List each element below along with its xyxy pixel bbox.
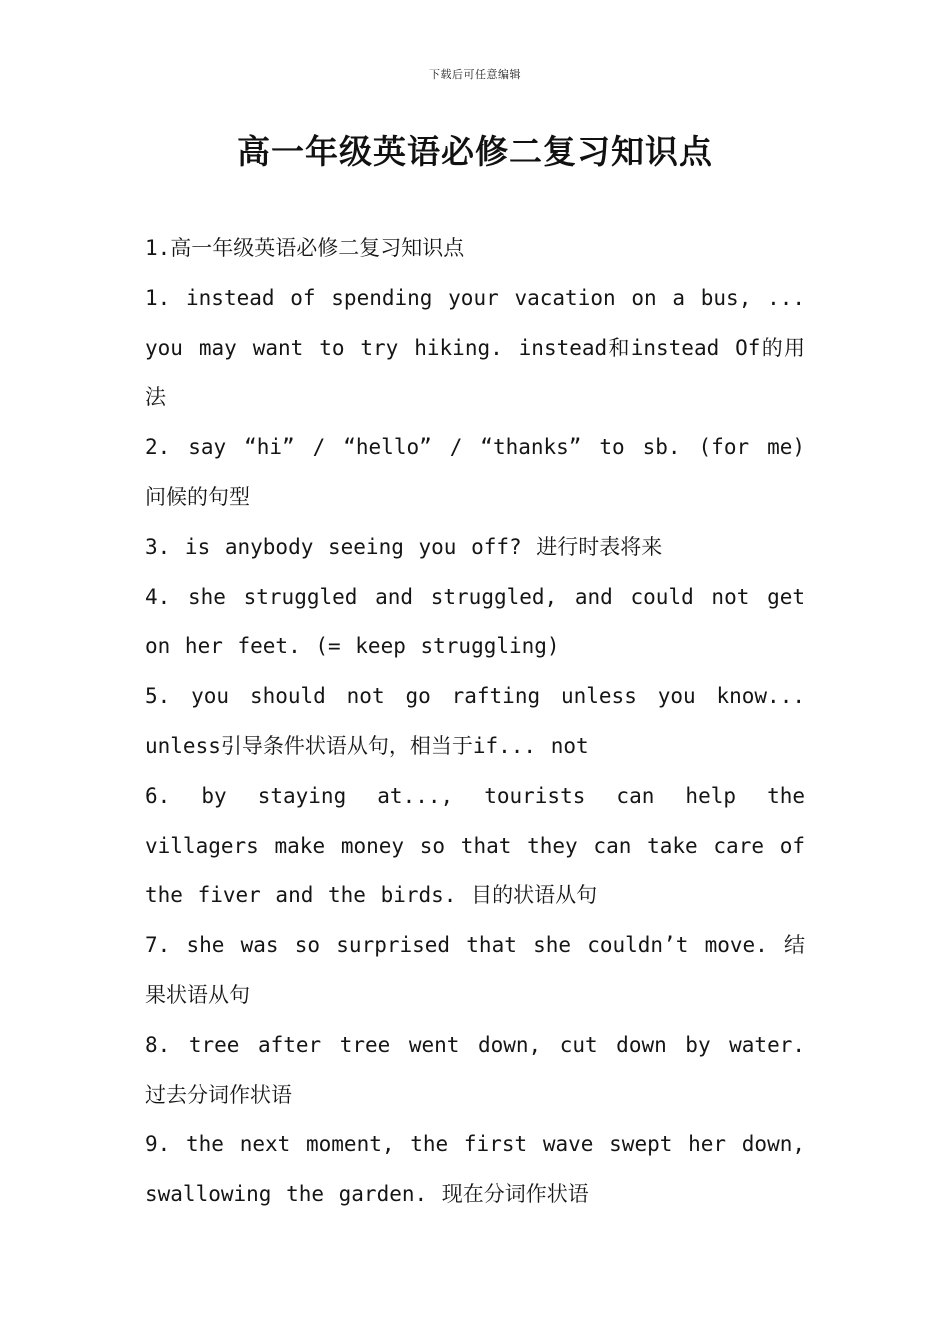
- knowledge-point-5: 5. you should not go rafting unless you know... unless引导条件状语从句，相当于if... not: [145, 684, 805, 758]
- knowledge-point-4: 4. she struggled and struggled, and could not get on her feet. (= keep struggling): [145, 584, 805, 659]
- section-heading: 1.高一年级英语必修二复习知识点: [145, 236, 465, 260]
- knowledge-point-8: 8. tree after tree went down, cut down by water. 过去分词作状语: [145, 1032, 805, 1107]
- header-note: 下载后可任意编辑: [429, 68, 521, 81]
- knowledge-point-3: 3. is anybody seeing you off? 进行时表将来: [145, 534, 663, 559]
- document-body: [145, 224, 805, 1220]
- knowledge-point-9: 9. the next moment, the first wave swept her down, swallowing the garden. 现在分词作状语: [145, 1132, 805, 1207]
- knowledge-point-6: 6. by staying at..., tourists can help the villagers make money so that they can take care of the fiver and the birds. 目的状语从句: [145, 783, 805, 908]
- knowledge-point-1: 1. instead of spending your vacation on a bus, ... you may want to try hiking. instead和instead Of的用法: [145, 285, 805, 410]
- knowledge-point-2: 2. say “hi” / “hello” / “thanks” to sb. (for me) 问候的句型: [145, 435, 805, 509]
- document-title: 高一年级英语必修二复习知识点: [237, 132, 713, 171]
- knowledge-point-7: 7. she was so surprised that she couldn’t move. 结果状语从句: [145, 933, 805, 1007]
